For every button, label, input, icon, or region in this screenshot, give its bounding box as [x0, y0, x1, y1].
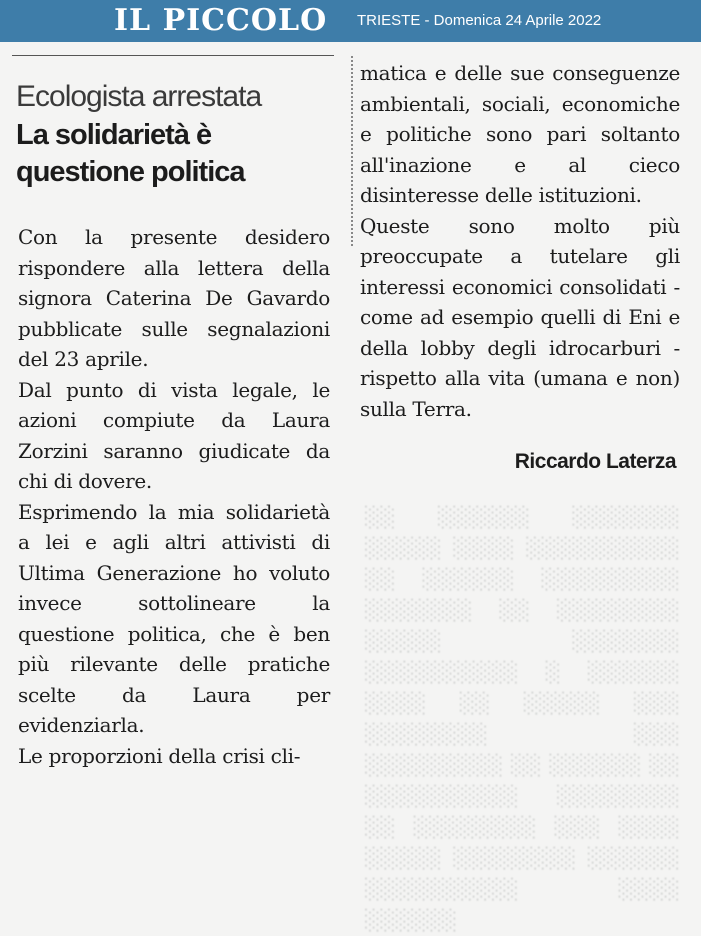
column-divider — [351, 56, 353, 246]
left-column — [18, 222, 330, 771]
article-kicker: Ecologista arrestata — [16, 80, 262, 113]
newspaper-logo: IL PICCOLO — [114, 3, 328, 38]
paragraph: Esprimendo la mia solidarietà a lei e agli altri attivisti di Ultima Generazione ho voluto invece sottolineare la questione politica, che è ben più rilevante delle pratiche scelte da Laura per evidenziarla. — [18, 499, 330, 737]
reverse-side-bleedthrough: ░░ ░░░░░░ ░░░░░░░ ░░░░░ ░░░░ ░░░░░░░░░░ ░░ ░░░░░░ ░░░░░░░░░ ░░░░░░░ ░░ ░░░░░░░░ ░░░░░ ░░░░░░░ ░░░░░░░░░░ ░ ░░░░░░ ░░░░ ░░ ░░░░░ ░░░ ░░░░░░░░ ░░░ ░░░░░░░░░ ░░ ░░░░░░ ░░ ░░░░░░░░░░ ░░░░░░░░ ░░ ░░░░░░░░ ░░░ ░░░░ ░░░░░ ░░░░░░░░ ░░░░░░ ░░░░░░░░░░ ░░░░ ░░░░░░ — [365, 505, 680, 932]
paragraph: Dal punto di vista legale, le azioni compiute da Laura Zorzini saranno giudicate da chi di dovere. — [18, 377, 330, 493]
paragraph: Le proporzioni della crisi cli- — [18, 743, 301, 768]
right-column — [360, 58, 680, 424]
paragraph: Con la presente desidero rispondere alla lettera della signora Caterina De Gavardo pubblicate sulle segnalazioni del 23 aprile. — [18, 225, 330, 371]
masthead — [0, 0, 701, 42]
author-signature: Riccardo Laterza — [514, 450, 676, 473]
paragraph: matica e delle sue conseguenze ambientali, sociali, economiche e politiche sono pari soltanto all'inazione e al cieco disinteresse delle istituzioni. — [360, 61, 680, 207]
article-headline: La solidarietà è questione politica — [16, 119, 245, 188]
dateline: TRIESTE - Domenica 24 Aprile 2022 — [357, 12, 602, 29]
paragraph: Queste sono molto più preoccupate a tutelare gli interessi economici consolidati - come ad esempio quelli di Eni e della lobby degli idrocarburi - rispetto alla vita (umana e non) sulla Terra. — [360, 213, 680, 421]
top-rule — [12, 55, 334, 56]
